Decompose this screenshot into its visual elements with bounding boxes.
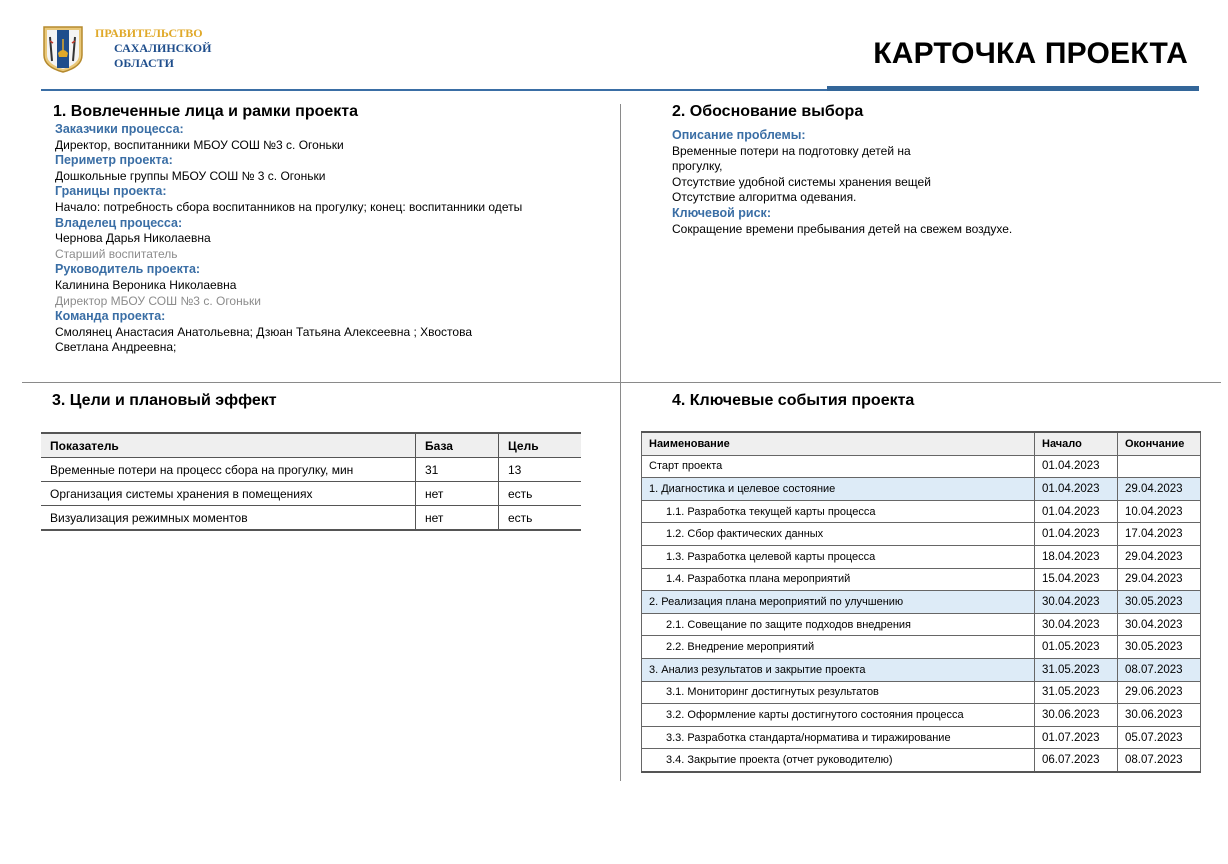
- event-name-cell: 3. Анализ результатов и закрытие проекта: [642, 658, 1035, 681]
- start-date-cell: 30.04.2023: [1035, 591, 1118, 614]
- start-date-cell: 01.04.2023: [1035, 500, 1118, 523]
- base-cell: 31: [416, 458, 499, 482]
- column-header: Окончание: [1118, 432, 1201, 455]
- team-line-1: Смолянец Анастасия Анатольевна; Дзюан Татьяна Алексеевна ; Хвостова: [55, 324, 472, 339]
- start-date-cell: 01.04.2023: [1035, 523, 1118, 546]
- indicator-cell: Организация системы хранения в помещениях: [41, 482, 416, 506]
- column-header: Цель: [499, 433, 582, 458]
- phase-row: [642, 591, 1201, 614]
- event-name-cell: 2.2. Внедрение мероприятий: [642, 636, 1035, 659]
- coat-of-arms-icon: [42, 25, 84, 73]
- end-date-cell: 30.05.2023: [1118, 591, 1201, 614]
- base-cell: нет: [416, 482, 499, 506]
- event-name-cell: 1. Диагностика и целевое состояние: [642, 478, 1035, 501]
- start-date-cell: 15.04.2023: [1035, 568, 1118, 591]
- column-header: Показатель: [41, 433, 416, 458]
- header-rule: [41, 89, 830, 91]
- column-header: База: [416, 433, 499, 458]
- event-name-cell: 1.3. Разработка целевой карты процесса: [642, 545, 1035, 568]
- table-row: [642, 681, 1201, 704]
- table-row: [642, 613, 1201, 636]
- header-accent-rule: [827, 86, 1199, 91]
- org-line-1: ПРАВИТЕЛЬСТВО: [95, 26, 203, 40]
- risk-label: Ключевой риск:: [672, 205, 771, 220]
- boundaries-label: Границы проекта:: [55, 184, 167, 199]
- problem-line: Временные потери на подготовку детей на: [672, 143, 911, 158]
- event-name-cell: 3.1. Мониторинг достигнутых результатов: [642, 681, 1035, 704]
- perimeter-label: Периметр проекта:: [55, 153, 173, 168]
- start-date-cell: 31.05.2023: [1035, 681, 1118, 704]
- target-cell: есть: [499, 506, 582, 531]
- event-name-cell: 2. Реализация плана мероприятий по улучшению: [642, 591, 1035, 614]
- section-1-title: 1. Вовлеченные лица и рамки проекта: [53, 103, 359, 120]
- org-line-2: САХАЛИНСКОЙ: [114, 41, 212, 55]
- team-label: Команда проекта:: [55, 309, 166, 324]
- boundaries-value: Начало: потребность сбора воспитанников на прогулку; конец: воспитанники одеты: [55, 199, 523, 214]
- table-row: [41, 506, 581, 531]
- events-table: [641, 431, 1201, 773]
- end-date-cell: 05.07.2023: [1118, 726, 1201, 749]
- section-4-title: 4. Ключевые события проекта: [672, 392, 915, 409]
- start-date-cell: 18.04.2023: [1035, 545, 1118, 568]
- problem-line: Отсутствие удобной системы хранения вещей: [672, 174, 931, 189]
- lead-label: Руководитель проекта:: [55, 262, 201, 277]
- event-name-cell: 3.3. Разработка стандарта/норматива и тиражирование: [642, 726, 1035, 749]
- team-line-2: Светлана Андреевна;: [55, 340, 177, 355]
- end-date-cell: 08.07.2023: [1118, 658, 1201, 681]
- event-name-cell: 3.2. Оформление карты достигнутого состояния процесса: [642, 704, 1035, 727]
- problem-line: прогулку,: [672, 159, 723, 174]
- horizontal-divider: [22, 382, 1221, 383]
- column-header: Начало: [1035, 432, 1118, 455]
- table-row: [642, 500, 1201, 523]
- end-date-cell: 30.06.2023: [1118, 704, 1201, 727]
- base-cell: нет: [416, 506, 499, 531]
- indicator-cell: Временные потери на процесс сбора на прогулку, мин: [41, 458, 416, 482]
- section-2-title: 2. Обоснование выбора: [672, 103, 864, 120]
- table-row: [41, 458, 581, 482]
- start-date-cell: 06.07.2023: [1035, 749, 1118, 772]
- end-date-cell: 10.04.2023: [1118, 500, 1201, 523]
- end-date-cell: 17.04.2023: [1118, 523, 1201, 546]
- phase-row: [642, 478, 1201, 501]
- table-row: [642, 545, 1201, 568]
- target-cell: 13: [499, 458, 582, 482]
- end-date-cell: [1118, 455, 1201, 478]
- table-row: [642, 523, 1201, 546]
- table-row: [642, 726, 1201, 749]
- start-date-cell: 01.04.2023: [1035, 478, 1118, 501]
- page-title: КАРТОЧКА ПРОЕКТА: [873, 37, 1188, 70]
- perimeter-value: Дошкольные группы МБОУ СОШ № 3 с. Огоньки: [55, 168, 326, 183]
- start-date-cell: 01.05.2023: [1035, 636, 1118, 659]
- phase-row: [642, 658, 1201, 681]
- indicator-cell: Визуализация режимных моментов: [41, 506, 416, 531]
- vertical-divider: [620, 104, 621, 781]
- table-header-row: [642, 432, 1201, 455]
- org-name: [95, 26, 211, 71]
- event-name-cell: 2.1. Совещание по защите подходов внедрения: [642, 613, 1035, 636]
- column-header: Наименование: [642, 432, 1035, 455]
- goals-table: [41, 432, 581, 531]
- table-header-row: [41, 433, 581, 458]
- owner-name: Чернова Дарья Николаевна: [55, 231, 211, 246]
- event-name-cell: 3.4. Закрытие проекта (отчет руководителю): [642, 749, 1035, 772]
- table-row: [642, 636, 1201, 659]
- table-row: [642, 568, 1201, 591]
- start-date-cell: 31.05.2023: [1035, 658, 1118, 681]
- end-date-cell: 29.04.2023: [1118, 545, 1201, 568]
- lead-role: Директор МБОУ СОШ №3 с. Огоньки: [55, 293, 261, 308]
- problem-label: Описание проблемы:: [672, 128, 806, 142]
- start-date-cell: 30.04.2023: [1035, 613, 1118, 636]
- event-name-cell: 1.4. Разработка плана мероприятий: [642, 568, 1035, 591]
- stakeholders-block: [55, 122, 522, 356]
- end-date-cell: 30.05.2023: [1118, 636, 1201, 659]
- event-name-cell: Старт проекта: [642, 455, 1035, 478]
- customers-value: Директор, воспитанники МБОУ СОШ №3 с. Огоньки: [55, 137, 344, 152]
- end-date-cell: 29.06.2023: [1118, 681, 1201, 704]
- end-date-cell: 29.04.2023: [1118, 568, 1201, 591]
- section-3-title: 3. Цели и плановый эффект: [52, 392, 277, 409]
- event-name-cell: 1.1. Разработка текущей карты процесса: [642, 500, 1035, 523]
- start-date-cell: 30.06.2023: [1035, 704, 1118, 727]
- problem-line: Отсутствие алгоритма одевания.: [672, 190, 857, 205]
- event-name-cell: 1.2. Сбор фактических данных: [642, 523, 1035, 546]
- lead-name: Калинина Вероника Николаевна: [55, 277, 237, 292]
- justification-block: [672, 128, 1012, 237]
- table-row: [642, 455, 1201, 478]
- end-date-cell: 08.07.2023: [1118, 749, 1201, 772]
- org-line-3: ОБЛАСТИ: [114, 56, 174, 70]
- owner-label: Владелец процесса:: [55, 215, 183, 230]
- end-date-cell: 29.04.2023: [1118, 478, 1201, 501]
- start-date-cell: 01.07.2023: [1035, 726, 1118, 749]
- risk-value: Сокращение времени пребывания детей на свежем воздухе.: [672, 221, 1013, 236]
- start-date-cell: 01.04.2023: [1035, 455, 1118, 478]
- end-date-cell: 30.04.2023: [1118, 613, 1201, 636]
- table-row: [642, 704, 1201, 727]
- table-row: [41, 482, 581, 506]
- customers-label: Заказчики процесса:: [55, 122, 184, 136]
- table-row: [642, 749, 1201, 772]
- target-cell: есть: [499, 482, 582, 506]
- owner-role: Старший воспитатель: [55, 246, 178, 261]
